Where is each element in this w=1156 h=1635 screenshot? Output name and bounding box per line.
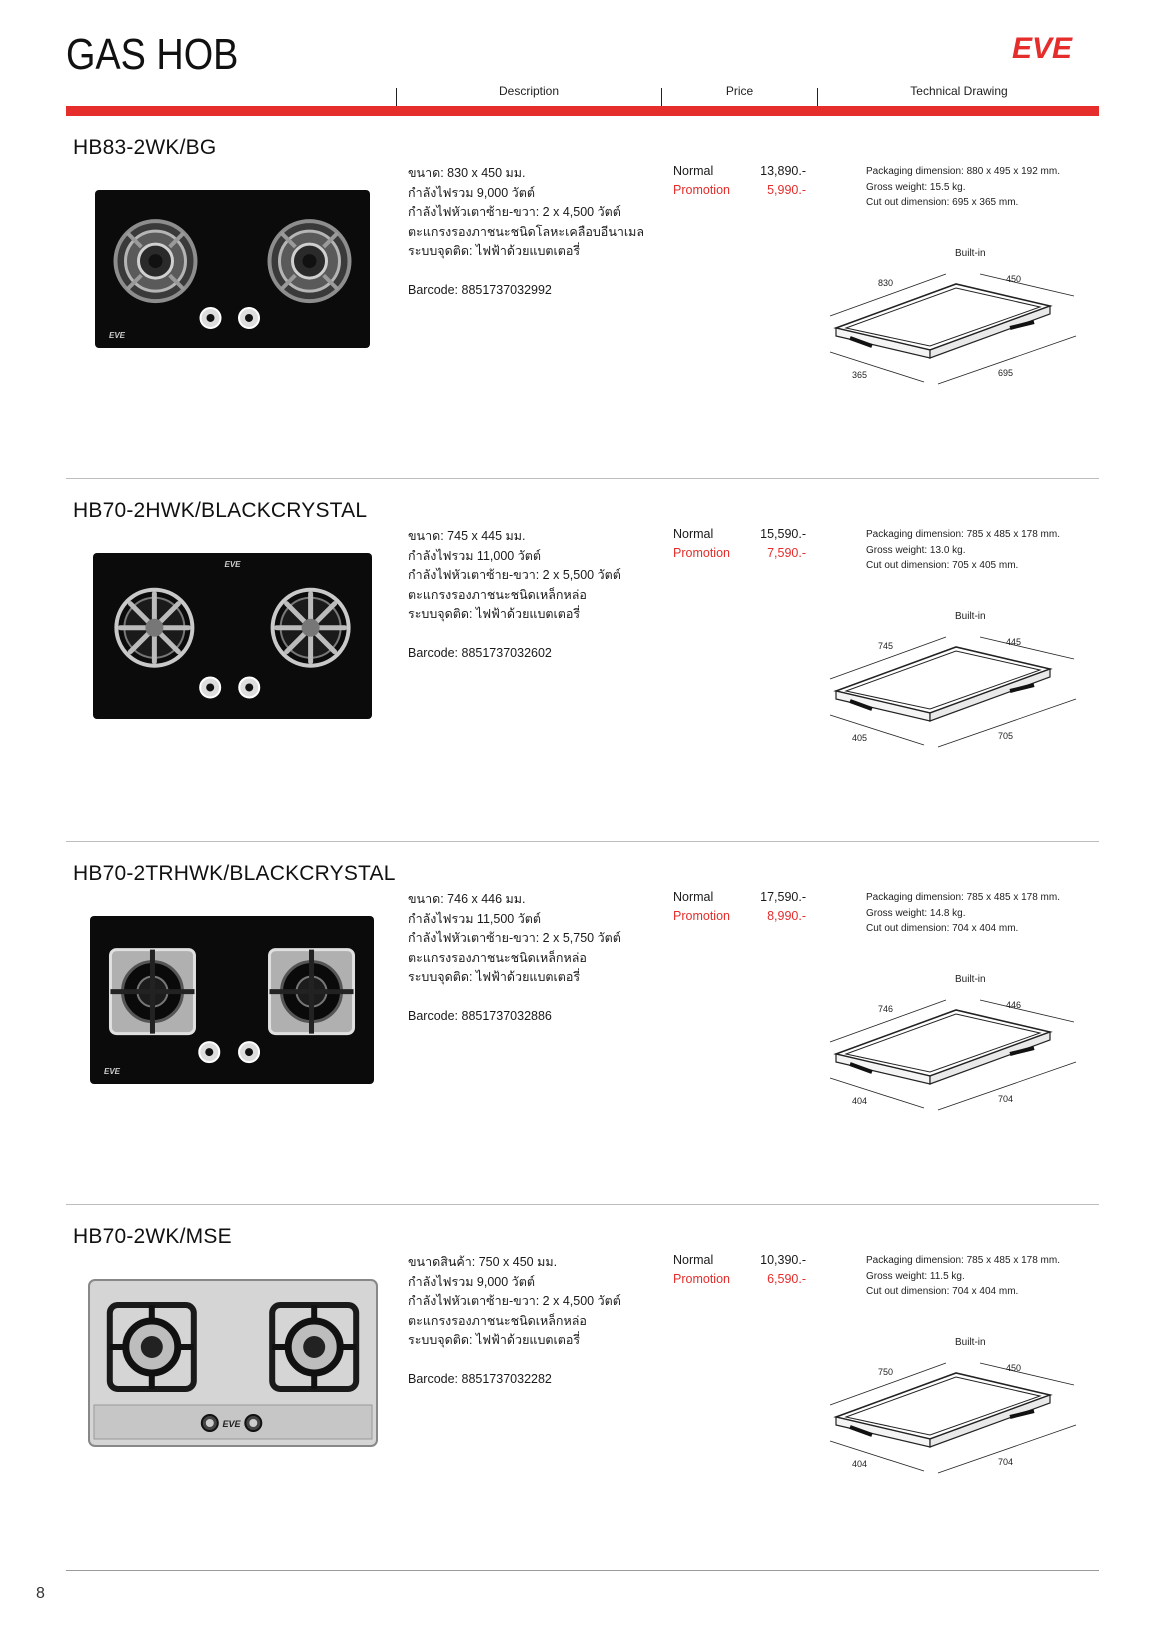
left-burner [116, 221, 196, 301]
description-line: กำลังไฟรวม 9,000 วัตต์ [408, 185, 535, 200]
description-line: ขนาดสินค้า: 750 x 450 มม. [408, 1255, 558, 1269]
product-description [408, 527, 621, 663]
description-line: กำลังไฟรวม 11,500 วัตต์ [408, 911, 541, 926]
promotion-price: 5,990.- [767, 183, 806, 197]
built-in-label: Built-in [955, 248, 986, 259]
cutout-width-label: 404 [852, 1459, 868, 1469]
gas-hob-image [88, 1279, 378, 1447]
left-burner [116, 590, 192, 666]
column-header-technical-drawing: Technical Drawing [910, 84, 1008, 98]
built-in-label: Built-in [955, 611, 986, 622]
dimension-width-label: 745 [878, 641, 894, 651]
model-name: HB70-2WK/MSE [73, 1225, 232, 1248]
dimension-width-label: 830 [878, 278, 894, 288]
section-separator [66, 841, 1099, 842]
cutout-depth-label: 704 [998, 1094, 1014, 1104]
gas-hob-image [90, 916, 374, 1084]
dimension-depth-label: 450 [1006, 274, 1022, 284]
packaging-dimension: Packaging dimension: 785 x 485 x 178 mm. [866, 1255, 1060, 1266]
technical-drawing [828, 992, 1088, 1142]
hob-logo: EVE [104, 1067, 121, 1076]
control-knob[interactable] [239, 677, 259, 697]
dimension-width-label: 750 [878, 1367, 894, 1377]
promotion-price-label: Promotion [673, 1272, 730, 1286]
dimension-depth-label: 446 [1006, 1000, 1022, 1010]
control-knob[interactable] [202, 1415, 218, 1431]
control-knob[interactable] [199, 1042, 219, 1062]
promotion-price: 7,590.- [767, 546, 806, 560]
description-line: กำลังไฟหัวเตาซ้าย-ขวา: 2 x 4,500 วัตต์ [408, 205, 621, 219]
product-section [0, 499, 1156, 839]
description-line: กำลังไฟรวม 9,000 วัตต์ [408, 1274, 535, 1289]
product-section [0, 862, 1156, 1202]
built-in-label: Built-in [955, 1337, 986, 1348]
control-knob[interactable] [239, 308, 259, 328]
technical-drawing [828, 629, 1088, 779]
control-knob[interactable] [239, 1042, 259, 1062]
normal-price-label: Normal [673, 1253, 714, 1267]
technical-drawing [828, 266, 1088, 416]
description-line: ตะแกรงรองภาชนะชนิดเหล็กหล่อ [408, 587, 587, 602]
model-name: HB70-2TRHWK/BLACKCRYSTAL [73, 862, 396, 885]
description-line: กำลังไฟหัวเตาซ้าย-ขวา: 2 x 5,750 วัตต์ [408, 931, 621, 945]
promotion-price-label: Promotion [673, 909, 730, 923]
gross-weight: Gross weight: 11.5 kg. [866, 1270, 965, 1282]
cutout-dimension: Cut out dimension: 705 x 405 mm. [866, 560, 1019, 571]
description-line: ระบบจุดติด: ไฟฟ้าด้วยแบตเตอรี่ [408, 1333, 581, 1347]
model-name: HB70-2HWK/BLACKCRYSTAL [73, 499, 368, 522]
description-line: ระบบจุดติด: ไฟฟ้าด้วยแบตเตอรี่ [408, 970, 581, 984]
barcode: Barcode: 8851737032282 [408, 1371, 552, 1386]
description-line: ตะแกรงรองภาชนะชนิดเหล็กหล่อ [408, 950, 587, 965]
header-red-bar [66, 106, 1099, 116]
packaging-dimension: Packaging dimension: 880 x 495 x 192 mm. [866, 166, 1060, 177]
dimension-depth-label: 450 [1006, 1363, 1022, 1373]
technical-specs [866, 1253, 1060, 1300]
barcode: Barcode: 8851737032602 [408, 645, 552, 660]
product-description [408, 164, 644, 300]
gross-weight: Gross weight: 15.5 kg. [866, 181, 966, 193]
gross-weight: Gross weight: 13.0 kg. [866, 544, 966, 556]
cutout-width-label: 404 [852, 1096, 868, 1106]
technical-drawing [828, 1355, 1088, 1505]
barcode: Barcode: 8851737032992 [408, 282, 552, 297]
normal-price: 15,590.- [760, 527, 806, 541]
hob-logo: EVE [222, 1419, 241, 1429]
product-description [408, 1253, 621, 1389]
description-line: ระบบจุดติด: ไฟฟ้าด้วยแบตเตอรี่ [408, 607, 581, 621]
promotion-price: 8,990.- [767, 909, 806, 923]
technical-specs [866, 527, 1060, 574]
promotion-price: 6,590.- [767, 1272, 806, 1286]
section-separator [66, 1204, 1099, 1205]
gross-weight: Gross weight: 14.8 kg. [866, 907, 966, 919]
normal-price: 13,890.- [760, 164, 806, 178]
cutout-depth-label: 705 [998, 731, 1014, 741]
cutout-width-label: 365 [852, 370, 868, 380]
promotion-price-label: Promotion [673, 183, 730, 197]
bottom-rule [66, 1570, 1099, 1571]
column-header-description: Description [498, 84, 560, 98]
gas-hob-image [95, 190, 370, 348]
control-knob[interactable] [200, 677, 220, 697]
cutout-width-label: 405 [852, 733, 868, 743]
column-header-price: Price [725, 84, 754, 98]
cutout-dimension: Cut out dimension: 704 x 404 mm. [866, 1286, 1019, 1297]
dimension-depth-label: 445 [1006, 637, 1022, 647]
page-number: 8 [36, 1585, 45, 1602]
section-separator [66, 478, 1099, 479]
normal-price: 17,590.- [760, 890, 806, 904]
hob-logo: EVE [224, 560, 241, 569]
normal-price: 10,390.- [760, 1253, 806, 1267]
description-line: กำลังไฟหัวเตาซ้าย-ขวา: 2 x 4,500 วัตต์ [408, 1294, 621, 1308]
cutout-dimension: Cut out dimension: 704 x 404 mm. [866, 923, 1019, 934]
description-line: ขนาด: 745 x 445 มม. [408, 529, 526, 543]
packaging-dimension: Packaging dimension: 785 x 485 x 178 mm. [866, 892, 1060, 903]
description-line: ระบบจุดติด: ไฟฟ้าด้วยแบตเตอรี่ [408, 244, 581, 258]
left-burner [110, 950, 194, 1034]
cutout-depth-label: 704 [998, 1457, 1014, 1467]
model-name: HB83-2WK/BG [73, 136, 217, 159]
description-line: ตะแกรงรองภาชนะชนิดเหล็กหล่อ [408, 1313, 587, 1328]
technical-specs [866, 164, 1060, 211]
normal-price-label: Normal [673, 164, 714, 178]
eve-logo [1010, 30, 1100, 64]
product-section [0, 136, 1156, 476]
control-knob[interactable] [201, 308, 221, 328]
hob-logo: EVE [109, 331, 126, 340]
description-line: ขนาด: 746 x 446 มม. [408, 892, 526, 906]
description-line: ตะแกรงรองภาชนะชนิดโลหะเคลือบอีนาเมล [408, 224, 645, 239]
description-line: กำลังไฟรวม 11,000 วัตต์ [408, 548, 541, 563]
built-in-label: Built-in [955, 974, 986, 985]
page-title: GAS HOB [66, 30, 239, 79]
product-description [408, 890, 621, 1026]
gas-hob-image [93, 553, 372, 719]
barcode: Barcode: 8851737032886 [408, 1008, 552, 1023]
promotion-price-label: Promotion [673, 546, 730, 560]
cutout-depth-label: 695 [998, 368, 1014, 378]
cutout-dimension: Cut out dimension: 695 x 365 mm. [866, 197, 1019, 208]
packaging-dimension: Packaging dimension: 785 x 485 x 178 mm. [866, 529, 1060, 540]
normal-price-label: Normal [673, 890, 714, 904]
description-line: กำลังไฟหัวเตาซ้าย-ขวา: 2 x 5,500 วัตต์ [408, 568, 621, 582]
product-section [0, 1225, 1156, 1565]
right-burner [270, 950, 354, 1034]
normal-price-label: Normal [673, 527, 714, 541]
technical-specs [866, 890, 1060, 937]
dimension-width-label: 746 [878, 1004, 894, 1014]
right-burner [270, 221, 350, 301]
description-line: ขนาด: 830 x 450 มม. [408, 166, 526, 180]
eve-logo-text: EVE [1012, 32, 1073, 64]
right-burner [273, 590, 349, 666]
control-knob[interactable] [245, 1415, 261, 1431]
